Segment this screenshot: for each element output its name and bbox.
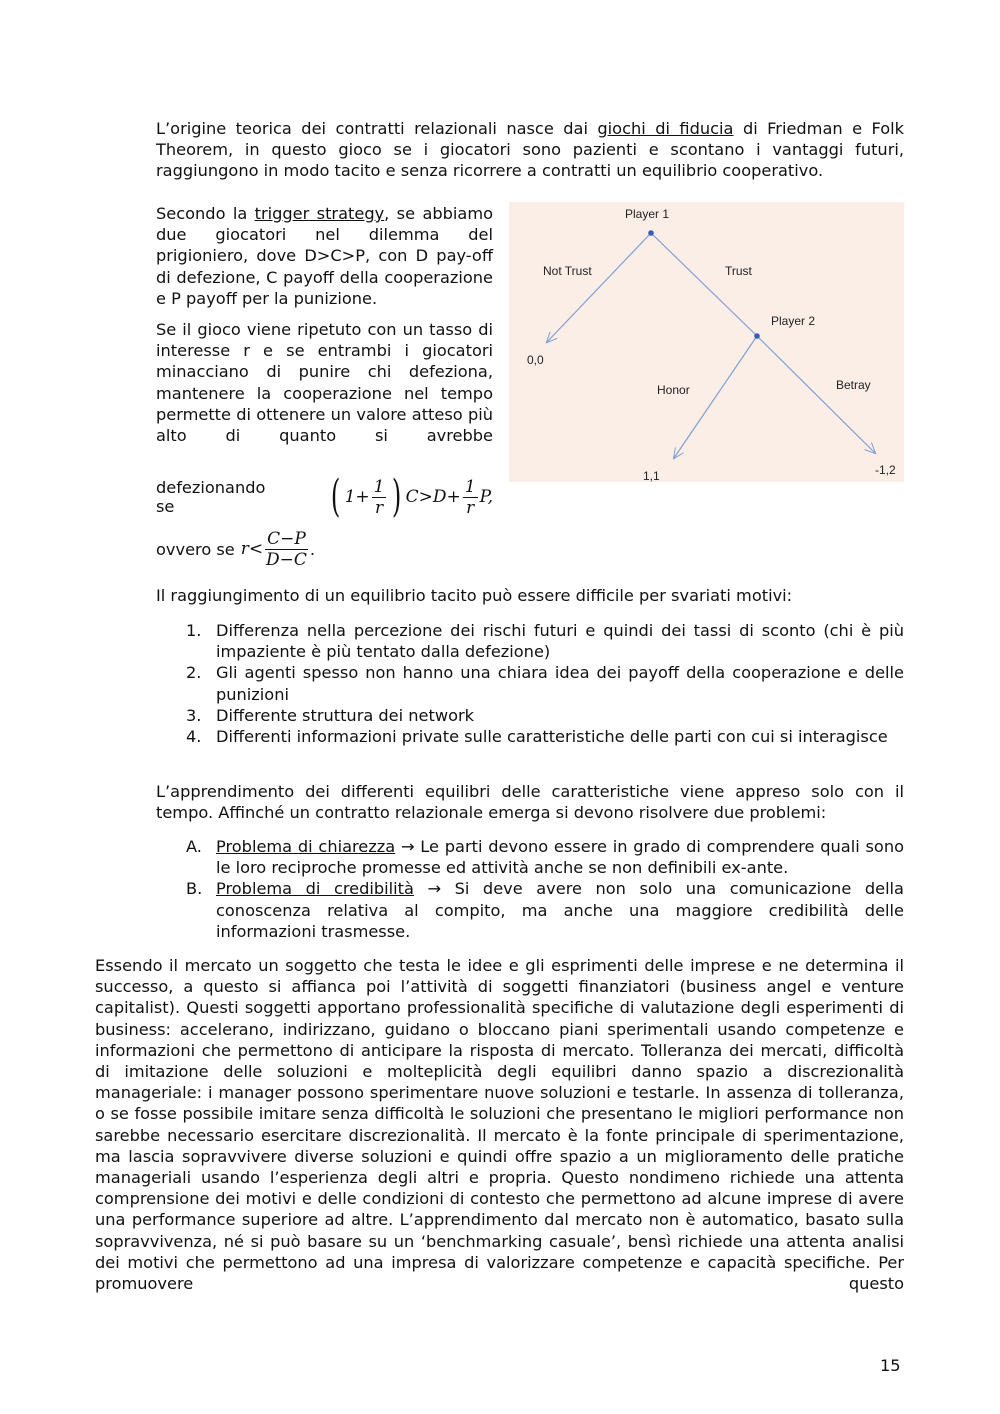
trust-game-tree <box>509 202 904 482</box>
list-item: 1. Differenza nella percezione dei rischi futuri e quindi dei tassi di sconto (chi è più impaziente è più tentato dalla defezione) <box>186 621 904 662</box>
trust-label: Trust <box>725 264 752 278</box>
problem-title-chiarezza: Problema di chiarezza <box>216 837 396 856</box>
player1-node <box>648 230 654 236</box>
list-item: 2. Gli agenti spesso non hanno una chiara idea dei payoff della cooperazione e delle punizioni <box>186 663 904 704</box>
formula-prefix: defezionando se <box>156 478 266 516</box>
left-paren: ( <box>331 471 341 522</box>
list-item: 4. Differenti informazioni private sulle caratteristiche delle parti con cui si interagisce <box>186 727 888 747</box>
honor-branch <box>674 336 757 458</box>
trigger-strategy-link[interactable]: trigger strategy <box>254 204 385 223</box>
intro-paragraph <box>156 118 904 182</box>
repeated-game-paragraph: Se il gioco viene ripetuto con un tasso di interesse r e se entrambi i giocatori minacciano di punire chi defeziona, mantenere la cooperazione nel tempo permette di ottenere un valore atteso più alto di quanto si avrebbe <box>156 320 493 446</box>
fraction-one-over-r-2: $\frac{1}{r}$ <box>464 476 476 518</box>
list-item: A. Problema di chiarezza → Le parti devono essere in grado di comprendere quali sono le loro reciproche promesse ed attività anche se non definibili ex-ante. <box>186 837 904 878</box>
honor-label: Honor <box>657 383 690 397</box>
intro-text: L’origine teorica dei contratti relazionali nasce dai <box>156 119 598 138</box>
list-item: 3. Differente struttura dei network <box>186 705 475 725</box>
not-trust-branch <box>547 233 651 342</box>
problems-list <box>156 836 904 942</box>
not-trust-label: Not Trust <box>543 264 592 278</box>
right-paren: ) <box>392 471 402 522</box>
trigger-strategy-column <box>156 203 493 446</box>
payoff-honor: 1,1 <box>643 469 660 482</box>
equilibrium-intro: Il raggiungimento di un equilibrio tacito può essere difficile per svariati motivi: <box>156 586 793 605</box>
game-tree-svg <box>509 202 904 482</box>
player2-label: Player 2 <box>771 314 816 328</box>
intro-text-end: di Friedman e Folk Theorem, in questo gioco se i giocatori sono pazienti e scontano i vantaggi futuri, raggiungono in modo tacito e senza ricorrere a contratti un equilibrio cooperativo. <box>156 119 905 181</box>
giochi-di-fiducia-link[interactable]: giochi di fiducia <box>597 119 734 138</box>
learning-paragraph: L’apprendimento dei differenti equilibri delle caratteristiche viene appreso solo con il tempo. Affinché un contratto relazionale emerga si devono risolvere due problemi: <box>156 782 904 823</box>
payoff-betray: -1,2 <box>875 463 896 477</box>
player2-node <box>754 333 760 339</box>
betray-branch <box>757 336 875 453</box>
list-item: B. Problema di credibilità → Si deve avere non solo una comunicazione della conoscenza relativa al compito, ma anche una maggiore credibilità delle informazioni trasmesse. <box>186 879 904 941</box>
payoff-not-trust: 0,0 <box>527 353 544 367</box>
formula-defection <box>156 470 493 524</box>
fraction-condition: $\frac{C-P}{D-C}$ <box>266 528 307 570</box>
formula-expression: ( 1+ $\frac{1}{r}$ ) C>D+ $\frac{1}{r}$ P, <box>331 471 493 522</box>
trigger-paragraph: Secondo la trigger strategy, se abbiamo due giocatori nel dilemma del prigioniero, dove D>C>P, con D pay-off di defezione, C payoff della cooperazione e P payoff per la punizione. <box>156 204 493 308</box>
problem-title-credibilita: Problema di credibilità <box>216 879 414 899</box>
trust-branch <box>651 233 757 336</box>
player1-label: Player 1 <box>625 207 670 221</box>
formula-condition: ovvero se r< $\frac{C-P}{D-C}$ . <box>156 528 315 570</box>
reasons-list <box>156 620 904 747</box>
betray-label: Betray <box>836 378 871 392</box>
market-paragraph: Essendo il mercato un soggetto che testa le idee e gli esprimenti delle imprese e ne determina il successo, a questo si affianca poi l’attività di soggetti finanziatori (business angel e venture capitalist). Questi soggetti apportano professionalità specifiche di valutazione degli esperimenti di business: accelerano, indirizzano, guidano o bloccano piani sperimentali usando competenze e informazioni che permettono di anticipare la risposta di mercato. Tolleranza dei mercati, difficoltà di imitazione delle soluzioni e molteplicità degli equilibri danno spazio a discrezionalità manageriale: i manager possono sperimentare nuove soluzioni e testarle. In assenza di tolleranza, o se fosse possibile imitare senza difficoltà le soluzioni che presentano le migliori performance non sarebbe necessario esercitare discrezionalità. Il mercato è la fonte principale di sperimentazione, ma lascia sopravvivere diverse soluzioni e quindi offre spazio a un miglioramento delle pratiche manageriali usando l’esperienza degli altri e propria. Questo nondimeno richiede una attenta comprensione dei motivi e delle condizioni di contesto che permettono ad alcune imprese di avere una performance superiore ad altre. L’apprendimento dal mercato non è automatico, basato sulla sopravvivenza, né si può basare su un ‘benchmarking casuale’, bensì richiede una attenta analisi dei motivi che permettono ad una impresa di valorizzare competenze e capacità specifiche. Per promuovere questo <box>95 956 904 1294</box>
fraction-one-over-r: $\frac{1}{r}$ <box>373 476 385 518</box>
page-number: 15 <box>880 1356 901 1375</box>
